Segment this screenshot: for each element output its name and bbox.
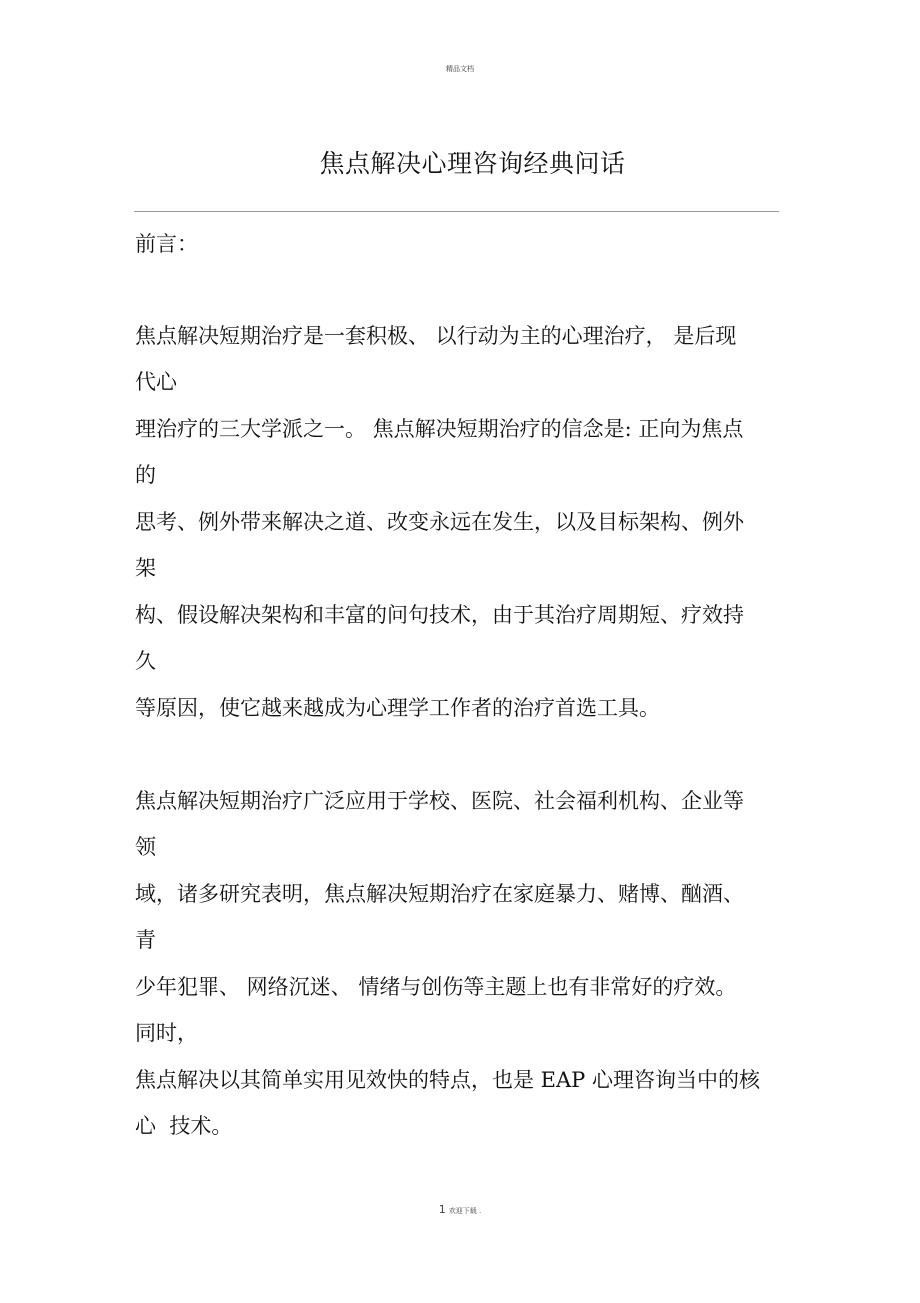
- paragraph-line: 青: [135, 928, 156, 952]
- paragraph-line: 久: [135, 649, 156, 673]
- paragraph-line: 同时，: [135, 1021, 198, 1045]
- paragraph-line: 代心: [135, 370, 177, 394]
- title-divider: [134, 211, 779, 212]
- paragraph-line: 思考、例外带来解决之道、改变永远在发生，以及目标架构、例外: [135, 510, 744, 534]
- paragraph-line: 等原因，使它越来越成为心理学工作者的治疗首选工具。: [135, 696, 660, 720]
- paragraph-line: 心 技术。: [135, 1114, 233, 1138]
- paragraph-line: 理治疗的三大学派之一。 焦点解决短期治疗的信念是: 正向为焦点: [135, 417, 744, 441]
- paragraph-line: 架: [135, 556, 156, 580]
- preface-label: 前言：: [135, 232, 198, 256]
- document-title: 焦点解决心理咨询经典问话: [319, 149, 626, 178]
- header-watermark: 精品文档: [446, 65, 474, 73]
- page-footer: [0, 1198, 920, 1217]
- paragraph-line: 的: [135, 463, 156, 487]
- paragraph-line: 领: [135, 835, 156, 859]
- paragraph-line: 焦点解决短期治疗广泛应用于学校、医院、社会福利机构、企业等: [135, 789, 744, 813]
- paragraph-line: 焦点解决以其简单实用见效快的特点，也是 EAP 心理咨询当中的核: [135, 1068, 760, 1092]
- paragraph-line: 焦点解决短期治疗是一套积极、 以行动为主的心理治疗， 是后现: [135, 324, 737, 348]
- paragraph-line: 域，诸多研究表明，焦点解决短期治疗在家庭暴力、赌博、酗酒、: [135, 882, 744, 906]
- paragraph-line: 构、假设解决架构和丰富的问句技术，由于其治疗周期短、疗效持: [135, 603, 744, 627]
- page-number: 1: [438, 1203, 446, 1216]
- footer-text: 欢迎下载 .: [448, 1207, 482, 1215]
- paragraph-line: 少年犯罪、 网络沉迷、 情绪与创伤等主题上也有非常好的疗效。: [135, 975, 737, 999]
